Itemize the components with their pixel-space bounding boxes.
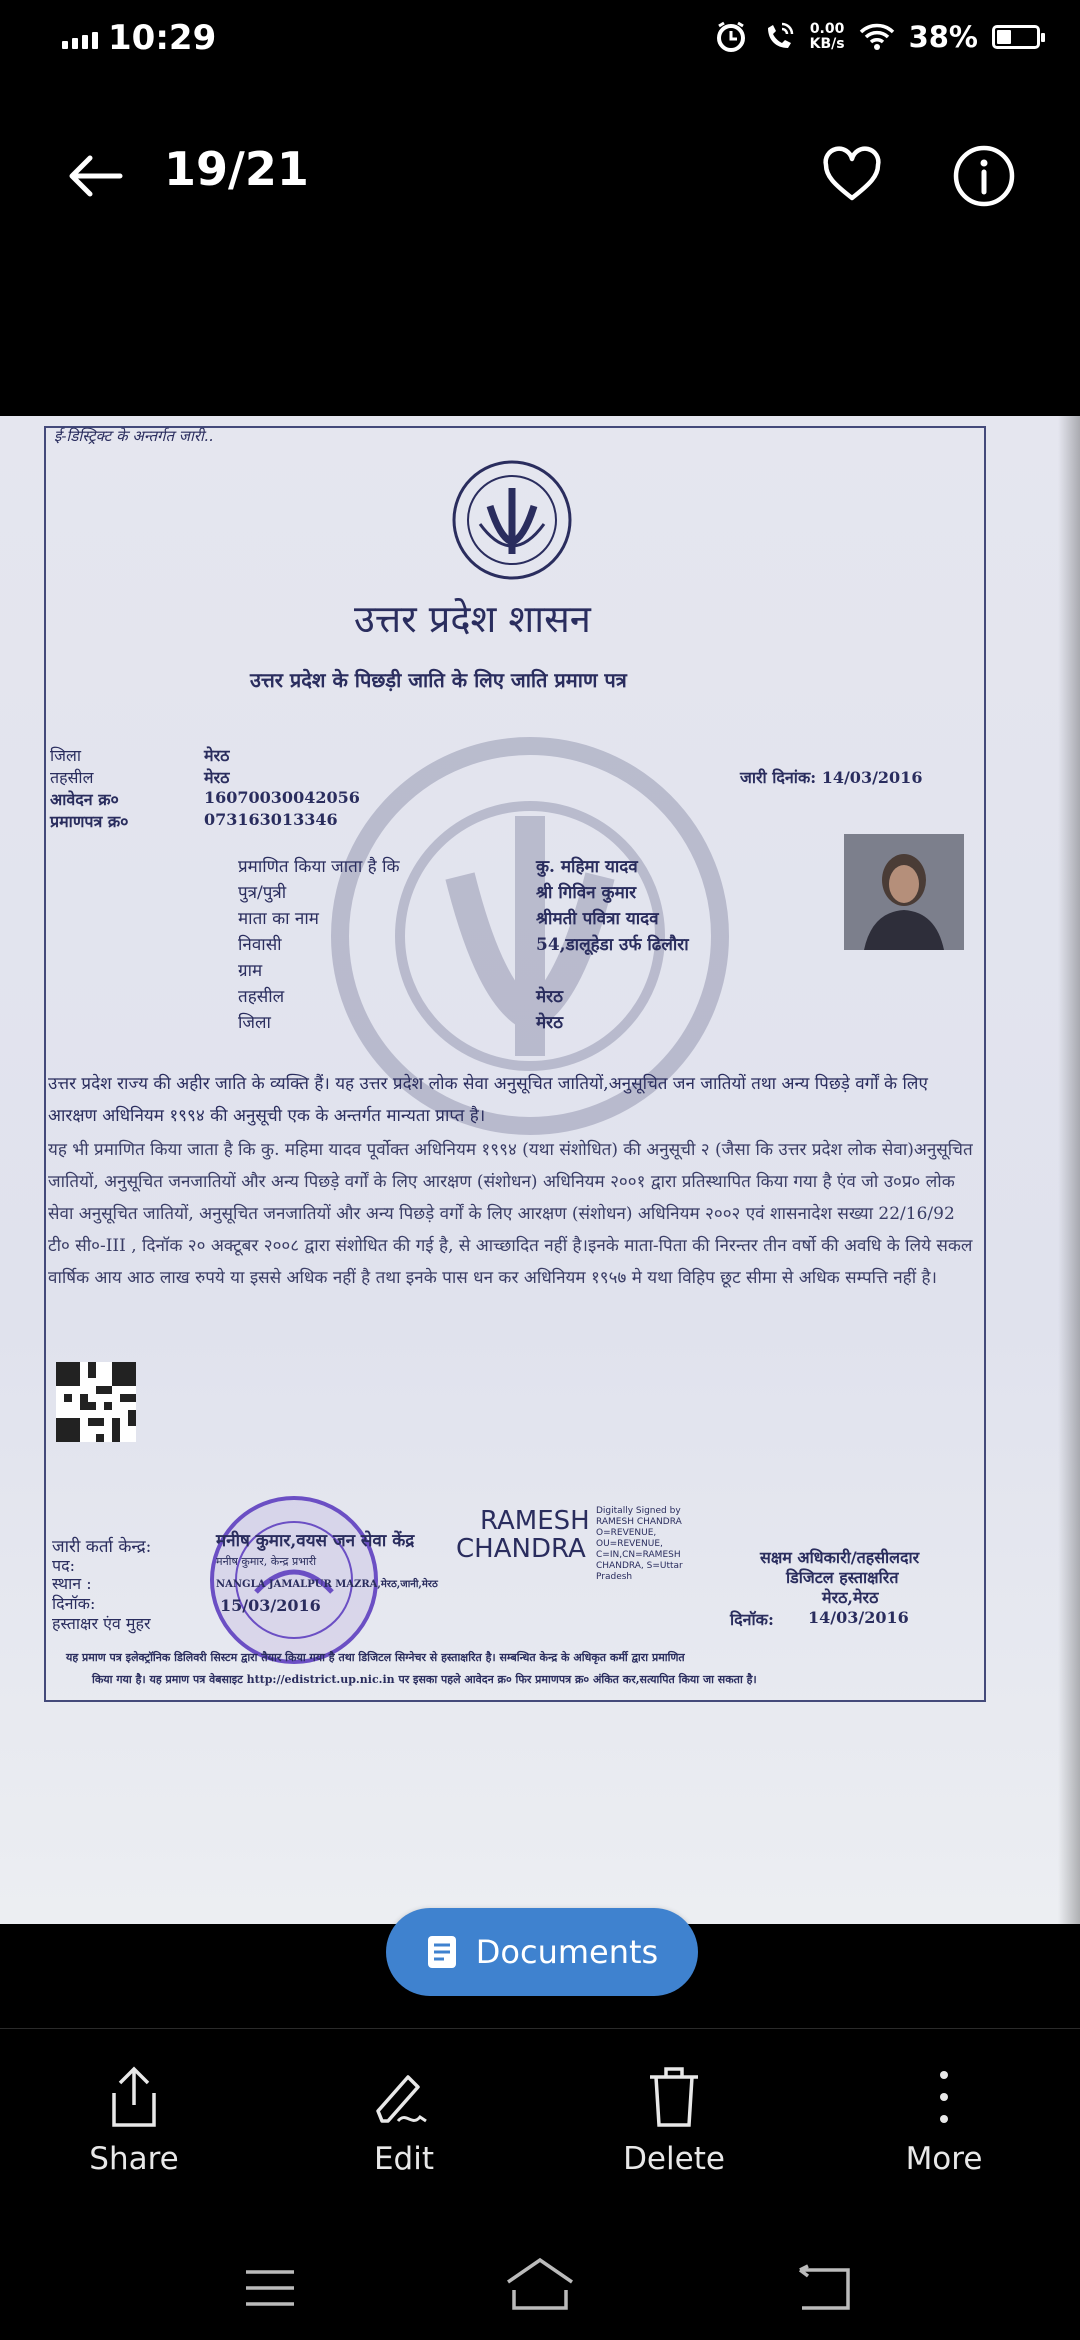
signature-label: हस्ताक्षर एंव मुहर [52, 1614, 151, 1633]
issue-date: जारी दिनांक: 14/03/2016 [740, 768, 923, 787]
village-label: ग्राम [238, 961, 263, 981]
info-icon[interactable] [952, 144, 1016, 208]
digital-signature-line: Pradesh [596, 1572, 633, 1582]
digital-signature-line: CHANDRA, S=Uttar [596, 1561, 683, 1571]
alarm-icon [714, 20, 748, 54]
post-label: पद: [52, 1556, 75, 1575]
netspeed-unit: KB/s [809, 36, 845, 52]
paragraph-certification: यह भी प्रमाणित किया जाता है कि कु. महिमा यादव पूर्वोक्त अधिनियम १९९४ (यथा संशोधित) की अनुसूची २ (जैसा कि उत्तर प्रदेश लोक सेवा)अनुसूचित जातियों, अनुसूचित जनजातियों और अन्य पिछड़े वर्गों के लिए आरक्षण (संशोधन) अधिनियम २००१ द्वारा प्रतिस्थापित किया गया है एंव जो उ०प्र० लोक सेवा अनुसूचित जातियों, अनुसूचित जनजातियों और अन्य पिछड़े वर्गों के लिए आरक्षण (संशोधन) अधिनियम २००२ एवं शासनादेश सख्या 22/16/92 टी० सी०-III , दिनॉक २० अक्टूबर २००८ द्वारा संशोधित की गई है, से आच्छादित नहीं है।इनके माता-पिता की निरन्तर तीन वर्षो की अवधि के लिये सकल वार्षिक आय आठ लाख रुपये या इससे अधिक नहीं है तथा इनके पास धन कर अधिनियम १९५७ मे यथा विहिप छूट सीमा से अधिक सम्पत्ति नहीं है। [48, 1140, 973, 1288]
paragraph-caste: उत्तर प्रदेश राज्य की अहीर जाति के व्यक्ति हैं। यह उत्तर प्रदेश लोक सेवा अनुसूचित जातियों,अनुसूचित जन जातियों तथा अन्य पिछड़े वर्गों के लिए आरक्षण अधिनियम १९९४ की अनुसूची एक के अन्तर्गत मान्यता प्राप्त है। [48, 1074, 928, 1126]
resident-value: 54,डालूहेडा उर्फ ढिलौरा [536, 935, 689, 955]
recent-apps-icon[interactable] [244, 2268, 296, 2308]
digital-signature-line: OU=REVENUE, [596, 1539, 663, 1549]
date-value: 15/03/2016 [220, 1596, 321, 1615]
share-button[interactable] [34, 2065, 234, 2177]
certified-label: प्रमाणित किया जाता है कि [238, 857, 400, 877]
delete-button[interactable] [574, 2065, 774, 2177]
digital-signature-line: C=IN,CN=RAMESH [596, 1550, 681, 1560]
heart-icon[interactable] [820, 144, 884, 208]
applicant-photo [844, 834, 964, 950]
certificate-title: उत्तर प्रदेश शासन [354, 597, 591, 641]
mother-value: श्रीमती पवित्रा यादव [536, 909, 659, 929]
share-icon [106, 2065, 162, 2129]
signer-name-2: CHANDRA [456, 1534, 586, 1564]
documents-label: Documents [475, 1933, 659, 1971]
home-icon[interactable] [504, 2256, 576, 2312]
document-icon [426, 1934, 458, 1970]
action-bar [0, 2028, 1080, 2189]
certificate-subtitle: उत्तर प्रदेश के पिछड़ी जाति के लिए जाति प्रमाण पत्र [250, 668, 627, 692]
application-label: आवेदन क्र० [50, 790, 119, 809]
son-daughter-label: पुत्र/पुत्री [238, 883, 287, 903]
authority-date-label: दिनॉक: [730, 1610, 774, 1629]
digital-signature-line: RAMESH CHANDRA [596, 1517, 682, 1527]
delete-label: Delete [623, 2141, 725, 2177]
authority-line-3: मेरठ,मेरठ [822, 1588, 879, 1607]
battery-level [997, 30, 1011, 44]
post-value: मनीष कुमार, केन्द्र प्रभारी [216, 1555, 317, 1568]
district-label: जिला [50, 746, 82, 765]
footer-line-1: यह प्रमाण पत्र इलेक्ट्रॉनिक डिलिवरी सिस्टम द्वारा तैयार किया गया है तथा डिजिटल सिग्नेचर से हस्ताक्षरित है। सम्बन्धित केन्द्र के अधिकृत कर्मी द्वारा प्रमाणित [66, 1651, 685, 1664]
issuer-center-label: जारी कर्ता केन्द्र: [52, 1537, 152, 1557]
edit-label: Edit [373, 2141, 435, 2177]
more-icon [934, 2065, 954, 2129]
certificate-no-value: 073163013346 [204, 810, 338, 829]
back-arrow-icon[interactable] [64, 146, 124, 206]
tehsil2-value: मेरठ [536, 987, 563, 1007]
back-nav-icon[interactable] [796, 2264, 852, 2312]
tehsil-label: तहसील [50, 768, 94, 787]
certified-value: कु. महिमा यादव [536, 857, 638, 877]
issuer-center-value: मनीष कुमार,वयस जन सेवा केंद्र [216, 1531, 415, 1551]
digital-signature-line: O=REVENUE, [596, 1528, 657, 1538]
battery-percent: 38% [908, 20, 978, 54]
header-note: ई-डिस्ट्रिक्ट के अन्तर्गत जारी.. [54, 427, 214, 445]
up-emblem-icon [450, 458, 574, 582]
battery-icon [992, 25, 1040, 49]
application-value: 16070030042056 [204, 788, 360, 807]
certificate-no-label: प्रमाणपत्र क्र० [50, 812, 129, 831]
netspeed-value: 0.00 [809, 21, 845, 37]
resident-label: निवासी [238, 935, 282, 955]
district2-label: जिला [238, 1013, 271, 1033]
person-icon [844, 834, 964, 950]
wifi-calling-icon [762, 20, 796, 54]
qr-code [56, 1362, 136, 1442]
network-speed [810, 22, 845, 52]
edit-button[interactable] [304, 2065, 504, 2177]
footer-line-2: किया गया है। यह प्रमाण पत्र वेबसाइट http://edistrict.up.nic.in पर इसका पहले आवेदन क्र० फिर प्रमाणपत्र क्र० अंकित कर,सत्यापित किया जा सकता है। [92, 1673, 757, 1686]
documents-album-button[interactable] [386, 1908, 698, 1996]
authority-date-value: 14/03/2016 [808, 1608, 909, 1627]
status-bar [0, 0, 1080, 90]
tehsil-value: मेरठ [204, 768, 230, 787]
status-time: 10:29 [108, 18, 217, 58]
date-label: दिनॉक: [52, 1594, 96, 1613]
image-counter: 19/21 [164, 142, 309, 196]
district-value: मेरठ [204, 746, 230, 765]
edit-icon [368, 2065, 440, 2129]
digital-signature-block [596, 1506, 683, 1583]
system-nav-bar [0, 2230, 1080, 2340]
son-daughter-value: श्री गिविन कुमार [536, 883, 637, 903]
wifi-icon [859, 22, 895, 52]
signer-name-1: RAMESH [480, 1506, 590, 1536]
mother-label: माता का नाम [238, 909, 319, 929]
share-label: Share [89, 2141, 179, 2177]
more-label: More [905, 2141, 983, 2177]
place-value: NANGLA JAMALPUR MAZRA,मेरठ,जानी,मेरठ [216, 1579, 438, 1590]
document-photo[interactable] [0, 416, 1080, 1924]
digital-signature-line: Digitally Signed by [596, 1506, 681, 1516]
authority-line-2: डिजिटल हस्ताक्षरित [786, 1568, 899, 1587]
more-button[interactable] [844, 2065, 1044, 2177]
signal-icon [62, 32, 98, 49]
viewer-toolbar [0, 130, 1080, 220]
district2-value: मेरठ [536, 1013, 563, 1033]
authority-line-1: सक्षम अधिकारी/तहसीलदार [760, 1548, 920, 1567]
delete-icon [646, 2065, 702, 2129]
tehsil2-label: तहसील [238, 987, 285, 1007]
place-label: स्थान : [52, 1574, 92, 1593]
